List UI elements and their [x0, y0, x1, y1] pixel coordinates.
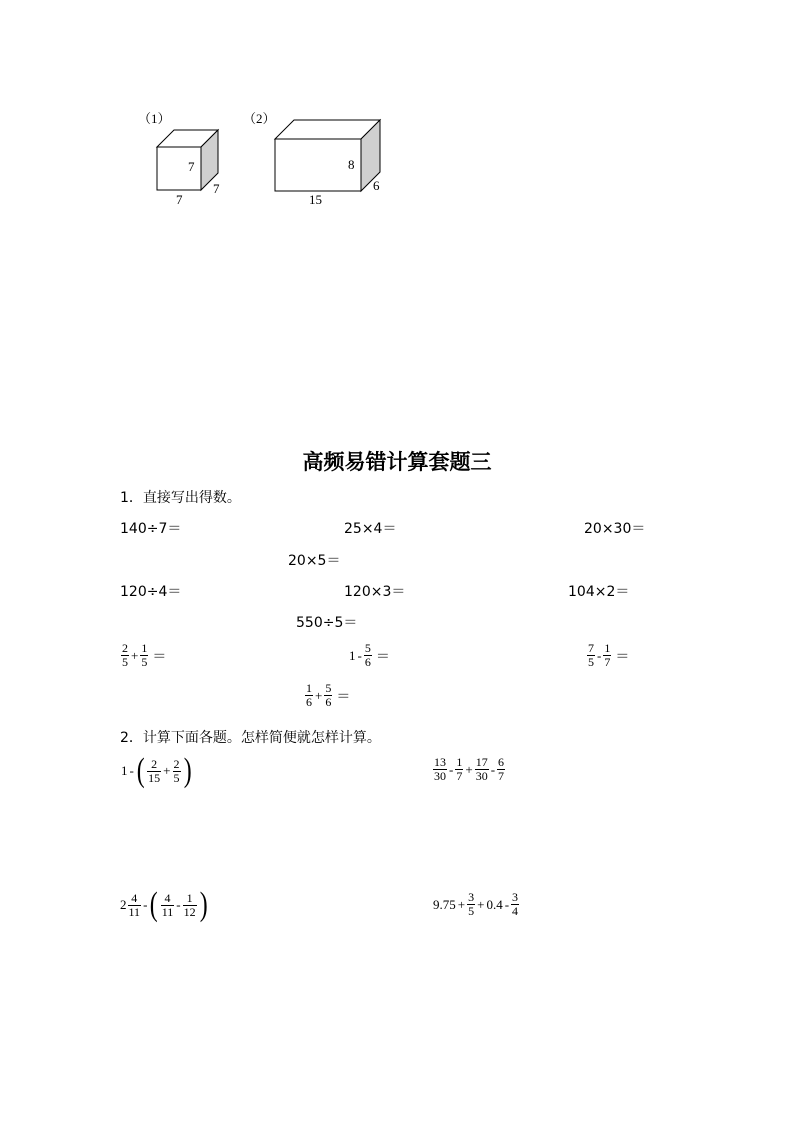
denominator: 5	[468, 904, 475, 918]
fraction	[475, 756, 489, 783]
figure-2-label: （2）	[243, 111, 276, 126]
denominator: 5	[141, 655, 148, 669]
left-parenthesis: (	[136, 752, 145, 789]
fraction	[121, 642, 129, 669]
fraction	[364, 642, 372, 669]
fraction-item-4	[304, 682, 350, 709]
numerator: 13	[434, 755, 446, 769]
denominator: 5	[588, 655, 594, 669]
equals-sign: ＝	[152, 648, 167, 665]
mental-item-5: 120÷4＝	[120, 584, 182, 600]
denominator: 11	[161, 904, 174, 919]
fraction	[140, 642, 148, 669]
expression-1	[120, 754, 193, 788]
cuboid-width-label: 15	[309, 192, 322, 207]
mental-item-2: 25×4＝	[344, 521, 397, 537]
numerator: 2	[122, 641, 128, 655]
operator: +	[477, 896, 485, 912]
denominator: 5	[173, 770, 180, 785]
numerator: 1	[186, 890, 193, 905]
denominator: 7	[604, 655, 611, 669]
fraction-item-1	[120, 642, 166, 669]
fraction	[467, 891, 475, 918]
denominator: 6	[306, 695, 312, 709]
operator: -	[129, 763, 134, 778]
fraction	[161, 892, 175, 919]
expression-4	[432, 891, 520, 918]
cube-depth-label: 7	[213, 181, 220, 196]
denominator: 15	[148, 770, 161, 785]
fraction-item-2	[348, 642, 390, 669]
fraction	[128, 892, 142, 919]
denominator: 4	[512, 904, 519, 918]
whole-number: 1	[349, 647, 356, 663]
operator: +	[465, 761, 473, 777]
expression-2	[432, 756, 506, 783]
whole-number: 2	[120, 897, 127, 912]
operator: -	[490, 761, 496, 777]
numerator: 5	[325, 681, 332, 695]
denominator: 30	[475, 769, 488, 783]
cube-width-label: 7	[176, 192, 183, 207]
numerator: 4	[164, 890, 171, 905]
denominator: 30	[434, 769, 446, 783]
left-parenthesis: (	[150, 886, 159, 923]
figure-1-label: （1）	[138, 111, 171, 126]
operator: +	[315, 687, 323, 703]
numerator: 5	[364, 641, 371, 655]
denominator: 11	[128, 904, 141, 919]
operator: +	[457, 896, 466, 912]
right-parenthesis: )	[183, 752, 192, 789]
numerator: 17	[475, 755, 488, 769]
denominator: 7	[498, 769, 505, 783]
right-parenthesis: )	[199, 886, 208, 923]
cuboid-height-label: 8	[348, 157, 355, 172]
equals-sign: ＝	[336, 688, 351, 705]
numerator: 3	[512, 890, 519, 904]
mental-item-7: 104×2＝	[568, 584, 630, 600]
fraction	[455, 756, 463, 783]
operator: -	[143, 897, 148, 912]
fraction	[173, 758, 181, 785]
numerator: 1	[306, 681, 312, 695]
expression-3	[120, 888, 209, 922]
question-2-heading: 2．计算下面各题。怎样简便就怎样计算。	[120, 730, 381, 746]
denominator: 7	[456, 769, 463, 783]
whole-number: 1	[121, 763, 128, 778]
mental-item-6: 120×3＝	[344, 584, 406, 600]
operator: +	[163, 763, 171, 778]
operator: -	[176, 897, 181, 912]
numerator: 1	[456, 755, 463, 769]
fraction	[587, 642, 595, 669]
equals-sign: ＝	[375, 648, 390, 665]
mixed-number	[120, 892, 142, 919]
mental-item-1: 140÷7＝	[120, 521, 182, 537]
number: 9.75	[433, 896, 456, 912]
question-1-heading: 1．直接写出得数。	[120, 490, 241, 506]
fraction	[147, 758, 161, 785]
denominator: 6	[325, 695, 332, 709]
denominator: 5	[122, 655, 128, 669]
operator: -	[597, 647, 602, 663]
numerator: 7	[588, 641, 594, 655]
denominator: 6	[364, 655, 371, 669]
numerator: 1	[604, 641, 611, 655]
fraction	[183, 892, 197, 919]
operator: -	[504, 896, 510, 912]
fraction	[603, 642, 611, 669]
fraction	[305, 682, 313, 709]
fraction	[433, 756, 447, 783]
number: 0.4	[486, 896, 503, 912]
numerator: 4	[131, 890, 138, 905]
fraction-item-3	[586, 642, 629, 669]
page-title: 高频易错计算套题三	[302, 450, 492, 474]
numerator: 2	[151, 756, 158, 771]
cube-height-label: 7	[188, 159, 195, 174]
fraction	[497, 756, 505, 783]
numerator: 1	[141, 641, 148, 655]
mental-item-4: 20×5＝	[288, 553, 341, 569]
operator: -	[357, 647, 362, 663]
numerator: 6	[498, 755, 505, 769]
equals-sign: ＝	[615, 648, 630, 665]
operator: +	[131, 647, 139, 663]
cuboid-figure	[270, 115, 390, 195]
cuboid-depth-label: 6	[373, 178, 380, 193]
operator: -	[449, 761, 454, 777]
fraction	[511, 891, 519, 918]
fraction	[324, 682, 332, 709]
denominator: 12	[183, 904, 196, 919]
numerator: 3	[468, 890, 475, 904]
numerator: 2	[173, 756, 180, 771]
mental-item-3: 20×30＝	[584, 521, 646, 537]
mental-item-8: 550÷5＝	[296, 615, 358, 631]
